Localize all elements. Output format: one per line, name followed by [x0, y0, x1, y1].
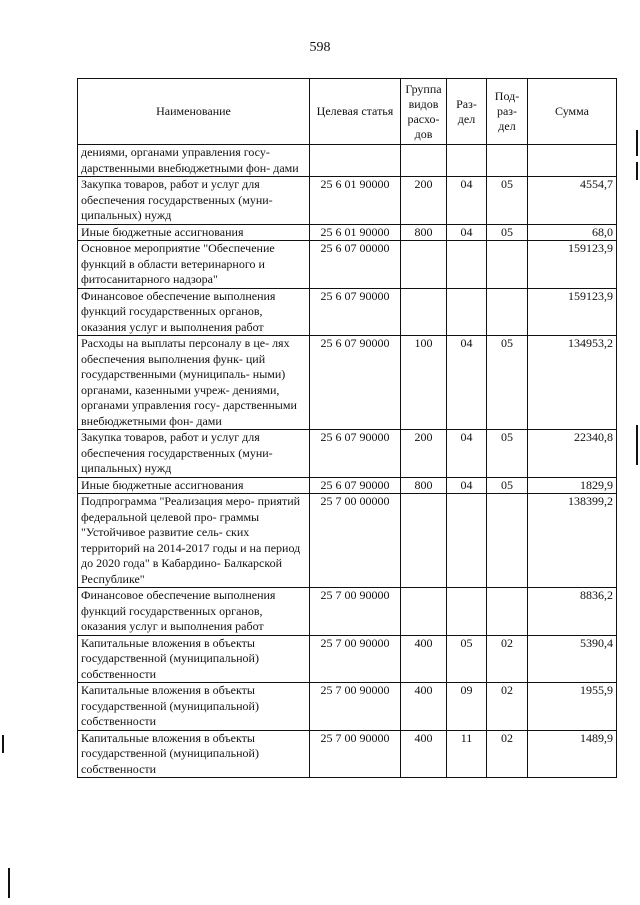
cell-amount: 22340,8 — [528, 430, 617, 478]
cell-group: 200 — [401, 177, 447, 225]
header-subsection: Под- раз- дел — [487, 79, 528, 145]
cell-name: Капитальные вложения в объекты государственной (муниципальной) собственности — [78, 730, 310, 778]
cell-amount: 159123,9 — [528, 241, 617, 289]
cell-article: 25 6 07 90000 — [310, 336, 401, 430]
cell-name: Финансовое обеспечение выполнения функций государственных органов, оказания услуг и выполнения работ — [78, 288, 310, 336]
cell-name: Капитальные вложения в объекты государственной (муниципальной) собственности — [78, 683, 310, 731]
cell-section: 04 — [447, 336, 487, 430]
cell-subsection: 02 — [487, 730, 528, 778]
cell-article: 25 7 00 90000 — [310, 588, 401, 636]
cell-article: 25 7 00 90000 — [310, 683, 401, 731]
cell-subsection: 05 — [487, 177, 528, 225]
cell-section: 04 — [447, 477, 487, 494]
cell-group: 200 — [401, 430, 447, 478]
table-row — [78, 430, 617, 478]
header-expense-group: Группа видов расхо- дов — [401, 79, 447, 145]
cell-amount: 159123,9 — [528, 288, 617, 336]
cell-section — [447, 494, 487, 588]
table-row — [78, 241, 617, 289]
table-row — [78, 336, 617, 430]
cell-group — [401, 494, 447, 588]
cell-name: Финансовое обеспечение выполнения функций государственных органов, оказания услуг и выполнения работ — [78, 588, 310, 636]
cell-group — [401, 241, 447, 289]
table-row — [78, 224, 617, 241]
cell-name: Подпрограмма "Реализация меро- приятий федеральной целевой про- граммы "Устойчивое развитие сель- ских территорий на 2014-2017 годы и на период до 2020 года" в Кабардино- Балкарской Республике" — [78, 494, 310, 588]
table-row — [78, 177, 617, 225]
cell-group: 100 — [401, 336, 447, 430]
cell-group — [401, 588, 447, 636]
cell-subsection: 05 — [487, 430, 528, 478]
cell-amount: 8836,2 — [528, 588, 617, 636]
scan-edge-mark — [636, 162, 638, 180]
cell-article: 25 7 00 90000 — [310, 635, 401, 683]
cell-amount: 1829,9 — [528, 477, 617, 494]
cell-section: 04 — [447, 430, 487, 478]
cell-subsection — [487, 145, 528, 177]
cell-amount — [528, 145, 617, 177]
table-row — [78, 288, 617, 336]
cell-subsection: 02 — [487, 683, 528, 731]
table-row — [78, 494, 617, 588]
cell-name: Иные бюджетные ассигнования — [78, 477, 310, 494]
cell-article: 25 6 01 90000 — [310, 224, 401, 241]
cell-section: 05 — [447, 635, 487, 683]
cell-name: Закупка товаров, работ и услуг для обеспечения государственных (муни- ципальных) нужд — [78, 430, 310, 478]
scan-edge-mark — [636, 425, 638, 465]
cell-group: 400 — [401, 730, 447, 778]
table-row — [78, 477, 617, 494]
budget-table — [77, 78, 617, 778]
cell-group — [401, 145, 447, 177]
cell-name: Основное мероприятие "Обеспечение функций в области ветеринарного и фитосанитарного надзора" — [78, 241, 310, 289]
cell-section — [447, 288, 487, 336]
cell-article: 25 6 07 90000 — [310, 288, 401, 336]
cell-amount: 68,0 — [528, 224, 617, 241]
scan-edge-mark — [8, 868, 10, 898]
header-row — [78, 79, 617, 145]
header-target-article: Целевая статья — [310, 79, 401, 145]
cell-subsection: 05 — [487, 477, 528, 494]
cell-amount: 138399,2 — [528, 494, 617, 588]
cell-section: 11 — [447, 730, 487, 778]
cell-section — [447, 588, 487, 636]
cell-article: 25 6 07 90000 — [310, 477, 401, 494]
cell-group — [401, 288, 447, 336]
cell-article — [310, 145, 401, 177]
cell-amount: 4554,7 — [528, 177, 617, 225]
scan-edge-mark — [636, 130, 638, 156]
table-row — [78, 730, 617, 778]
cell-article: 25 6 07 00000 — [310, 241, 401, 289]
cell-name: Расходы на выплаты персоналу в це- лях обеспечения выполнения функ- ций государственными (муниципаль- ными) органами, казенными учреж- дениями, органами управления госу- дарственными внебюджетными фон- дами — [78, 336, 310, 430]
cell-name: дениями, органами управления госу- дарственными внебюджетными фон- дами — [78, 145, 310, 177]
cell-section: 09 — [447, 683, 487, 731]
cell-subsection — [487, 288, 528, 336]
cell-section: 04 — [447, 177, 487, 225]
cell-subsection — [487, 588, 528, 636]
table-row — [78, 683, 617, 731]
cell-subsection: 05 — [487, 224, 528, 241]
cell-section: 04 — [447, 224, 487, 241]
cell-section — [447, 145, 487, 177]
cell-amount: 1489,9 — [528, 730, 617, 778]
table-row — [78, 635, 617, 683]
header-name: Наименование — [78, 79, 310, 145]
cell-subsection: 02 — [487, 635, 528, 683]
scan-edge-mark — [2, 735, 4, 753]
cell-group: 800 — [401, 224, 447, 241]
cell-amount: 134953,2 — [528, 336, 617, 430]
cell-name: Закупка товаров, работ и услуг для обеспечения государственных (муни- ципальных) нужд — [78, 177, 310, 225]
cell-amount: 1955,9 — [528, 683, 617, 731]
cell-article: 25 7 00 00000 — [310, 494, 401, 588]
page-number: 598 — [309, 40, 331, 55]
cell-article: 25 6 07 90000 — [310, 430, 401, 478]
cell-group: 400 — [401, 635, 447, 683]
header-section: Раз- дел — [447, 79, 487, 145]
table-row — [78, 588, 617, 636]
cell-article: 25 6 01 90000 — [310, 177, 401, 225]
header-amount: Сумма — [528, 79, 617, 145]
cell-subsection — [487, 241, 528, 289]
cell-name: Капитальные вложения в объекты государственной (муниципальной) собственности — [78, 635, 310, 683]
cell-group: 800 — [401, 477, 447, 494]
table-row — [78, 145, 617, 177]
cell-subsection: 05 — [487, 336, 528, 430]
cell-section — [447, 241, 487, 289]
cell-subsection — [487, 494, 528, 588]
cell-article: 25 7 00 90000 — [310, 730, 401, 778]
cell-amount: 5390,4 — [528, 635, 617, 683]
cell-name: Иные бюджетные ассигнования — [78, 224, 310, 241]
cell-group: 400 — [401, 683, 447, 731]
